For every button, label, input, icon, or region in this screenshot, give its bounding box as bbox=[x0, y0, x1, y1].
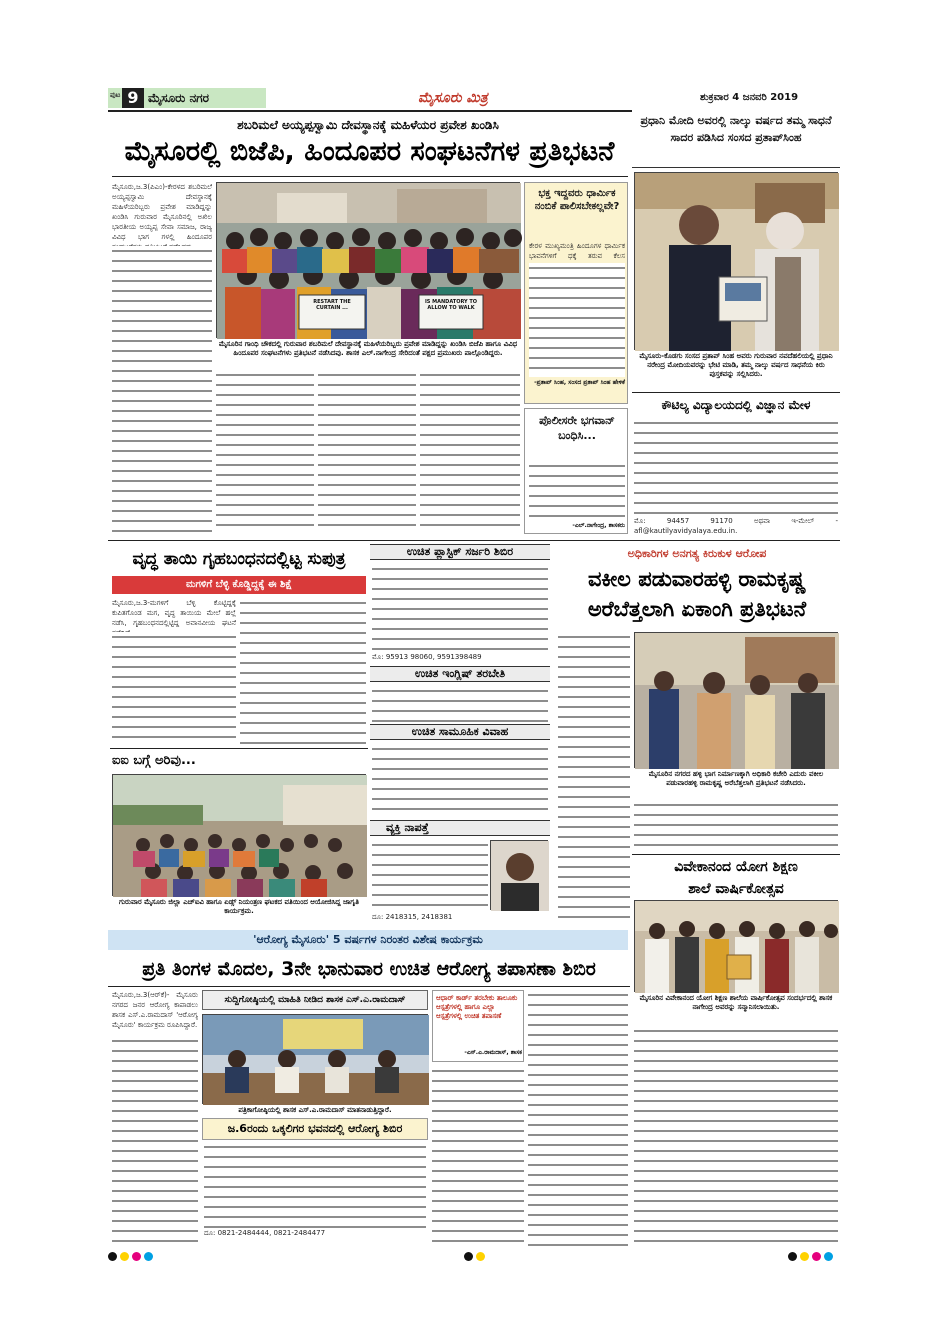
lead-body-col-3 bbox=[318, 370, 416, 534]
camp-phones: ದೂ: 0821-2484444, 0821-2484477 bbox=[204, 1229, 326, 1237]
mother-dateline: ಮೈಸೂರು,ಜ.3-ಮಗಳಿಗೆ ಬೆಳ್ಳಿ ಕೊಟ್ಟಿದ್ದಕ್ಕೆ ಕುಪಿತಗೊಂಡ ಮಗ, ವೃದ್ಧ ತಾಯಿಯ ಮೇಲೆ ಹಲ್ಲೆ ನಡೆಸಿ, ಗೃಹಬಂಧನದಲ್ಲಿಟ್ಟಿದ್ದ ಅವಾನವೀಯ ಘಟನೆ bbox=[112, 599, 236, 627]
health-body-col-2 bbox=[432, 1066, 524, 1248]
health-rule bbox=[108, 986, 630, 987]
health-headline: ಪ್ರತಿ ತಿಂಗಳ ಮೊದಲ, 3ನೇ ಭಾನುವಾರ ಉಚಿತ ಆರೋಗ್ಯ ತಪಾಸಣಾ ಶಿಬಿರ bbox=[142, 958, 596, 980]
mother-strap-bar bbox=[112, 576, 366, 594]
lawyer-photo bbox=[634, 632, 838, 768]
marriage-headline: ಉಚಿತ ಸಾಮೂಹಿಕ ವಿವಾಹ bbox=[411, 725, 509, 738]
modi-headline: ಪ್ರಧಾನಿ ಮೋದಿ ಅವರಲ್ಲಿ ನಾಲ್ಕು ವರ್ಷದ ತಮ್ಮ ಸಾಧನೆ ಸಾದರ ಪಡಿಸಿದ ಸಂಸದ ಪ್ರತಾಪ್‌ಸಿಂಹ bbox=[640, 114, 832, 144]
lead-kicker: ಶಬರಿಮಲೆ ಅಯ್ಯಪ್ಪಸ್ವಾಮಿ ದೇವಸ್ಥಾನಕ್ಕೆ ಮಹಿಳೆಯರ ಪ್ರವೇಶ ಖಂಡಿಸಿ bbox=[237, 118, 499, 132]
marriage-headline-box bbox=[370, 724, 550, 740]
police-box-byline: -ಎಲ್.ನಾಗೇಂದ್ರ, ಶಾಸಕರು bbox=[572, 522, 625, 529]
print-mark-center-black bbox=[464, 1252, 473, 1261]
press-meet-title-box bbox=[202, 990, 428, 1010]
missing-headline-box bbox=[370, 820, 550, 836]
police-box-lines bbox=[529, 461, 625, 521]
modi-caption: ಮೈಸೂರು-ಕೊಡಗು ಸಂಸದ ಪ್ರತಾಪ್ ಸಿಂಹ ಅವರು ಗುರುವಾರ ನವದೆಹಲಿಯಲ್ಲಿ ಪ್ರಧಾನಿ ನರೇಂದ್ರ ಮೋದಿಯವರನ್ನು ಭೇಟಿ ಮಾಡಿ, ತಮ್ಮ ನಾಲ್ಕು ವರ್ಷದ ಸಾಧನೆಯ ಕಿರು ಪುಸ್ತಕವನ್ನು ಸಲ್ಲಿಸಿದರು. bbox=[639, 352, 833, 378]
mother-body-col-2 bbox=[240, 598, 366, 744]
health-body-col-3 bbox=[528, 990, 628, 1248]
print-mark-center-yellow bbox=[476, 1252, 485, 1261]
lawyer-body-col-1 bbox=[558, 632, 630, 768]
quote-box-body: ಕೇರಳ ಮುಖ್ಯಮಂತ್ರಿ ಹಿಂದೂಗಳ ಧಾರ್ಮಿಕ ಭಾವನೆಗಳಿಗೆ ಧಕ್ಕೆ ತರುವ ಕೆಲಸ bbox=[529, 242, 625, 260]
protest-photo bbox=[216, 182, 520, 338]
press-meet-photo bbox=[202, 1014, 428, 1104]
paper-name: ಮೈಸೂರು ಮಿತ್ರ bbox=[418, 90, 488, 106]
lawyer-headline-2: ಅರೆಬೆತ್ತಲಾಗಿ ಏಕಾಂಗಿ ಪ್ರತಿಭಟನೆ bbox=[587, 597, 807, 621]
camp-title-box bbox=[202, 1118, 428, 1140]
print-mark-right-yellow bbox=[800, 1252, 809, 1261]
health-kicker: 'ಆರೋಗ್ಯ ಮೈಸೂರು' 5 ವರ್ಷಗಳ ನಿರಂತರ ವಿಶೇಷ ಕಾರ್ಯಕ್ರಮ bbox=[253, 933, 483, 946]
mother-headline: ವೃದ್ಧ ತಾಯಿ ಗೃಹಬಂಧನದಲ್ಲಿಟ್ಟ ಸುಪುತ್ರ bbox=[132, 549, 346, 569]
science-rule bbox=[632, 392, 840, 393]
plastic-headline: ಉಚಿತ ಪ್ಲಾಸ್ಟಿಕ್ ಸರ್ಜರಿ ಶಿಬಿರ bbox=[406, 545, 514, 558]
press-meet-caption: ಪತ್ರಿಕಾಗೋಷ್ಠಿಯಲ್ಲಿ ಶಾಸಕ ಎಸ್.ಎ.ರಾಮದಾಸ್ ಮಾತನಾಡುತ್ತಿದ್ದಾರೆ. bbox=[238, 1106, 392, 1114]
lead-body-col-4 bbox=[420, 370, 520, 534]
lawyer-body-col-2 bbox=[558, 772, 630, 924]
section-title: ಮೈಸೂರು ನಗರ bbox=[148, 91, 210, 105]
health-quote: ಆಧಾರ್ ಕಾರ್ಡ್ ತರಬೇಕು ತಾಲೂಕು ಆಸ್ಪತ್ರೆಗಳಲ್ಲಿ ಹಾಗೂ ಎಲ್ಲಾ ಆಸ್ಪತ್ರೆಗಳಲ್ಲಿ ಉಚಿತ ತಪಾಸಣೆ bbox=[436, 994, 518, 1020]
print-mark-black bbox=[108, 1252, 117, 1261]
hiv-headline: ಐಐ ಬಗ್ಗೆ ಅರಿವು... bbox=[112, 753, 196, 768]
page-label: ಪುಟ bbox=[110, 91, 121, 99]
protest-sign-1: RESTART THE CURTAIN ... bbox=[313, 299, 351, 311]
lead-rule bbox=[112, 176, 628, 177]
camp-title: ಜ.6ರಂದು ಒಕ್ಕಲಿಗರ ಭವನದಲ್ಲಿ ಆರೋಗ್ಯ ಶಿಬಿರ bbox=[227, 1122, 403, 1135]
yoga-headline-2: ಶಾಲೆ ವಾರ್ಷಿಕೋತ್ಸವ bbox=[688, 881, 784, 897]
page-number: 9 bbox=[122, 88, 144, 108]
print-mark-yellow bbox=[120, 1252, 129, 1261]
yoga-photo bbox=[634, 900, 838, 992]
police-box-title: ಪೊಲೀಸರೇ ಭಗವಾನ್ ಬಂಧಿಸಿ... bbox=[539, 414, 615, 442]
print-mark-cyan bbox=[144, 1252, 153, 1261]
science-fair-contact: ಮೊ: 94457 91170 ಅಥವಾ ಇ-ಮೇಲ್ - afl@kautilyavidyalaya.edu.in. bbox=[634, 517, 838, 535]
hiv-caption: ಗುರುವಾರ ಮೈಸೂರು ಜಿಲ್ಲಾ ಎಚ್ಐವಿ ಹಾಗೂ ಏಡ್ಸ್ ನಿಯಂತ್ರಣ ಘಟಕದ ವತಿಯಿಂದ ಆಯೋಜಿಸಿದ್ದ ಜಾಗೃತಿ ಕಾರ್ಯಕ್ರಮ. bbox=[119, 898, 359, 915]
science-fair-headline: ಕೌಟಿಲ್ಯ ವಿದ್ಯಾಲಯದಲ್ಲಿ ವಿಜ್ಞಾನ ಮೇಳ bbox=[661, 398, 811, 412]
lead-dateline: ಮೈಸೂರು,ಜ.3(ಪಿಎಂ)-ಕೇರಳದ ಶಬರಿಮಲೆ ಅಯ್ಯಪ್ಪಸ್ವಾಮಿ ದೇವಸ್ಥಾನಕ್ಕೆ ಮಹಿಳೆಯರಿಬ್ಬರು ಪ್ರವೇಶ ಮಾಡಿದ್ದನ್ನು ಖಂಡಿಸಿ ಗುರುವಾರ ಮೈಸೂರಿನಲ್ಲಿ ಅಖಿಲ ಭಾರತೀಯ ಅಯ್ಯಪ್ಪ ಸೇವಾ ಸಮಾಜ, ರಾಜ್ಯ ವಿವಿಧ ಭಾಗ ಗಳಲ್ಲಿ ಹಿಂದೂಪರ bbox=[112, 183, 212, 241]
yoga-rule bbox=[632, 854, 840, 855]
quote-box-byline: -ಪ್ರತಾಪ್ ಸಿಂಹ, ಸಂಸದ ಪ್ರತಾಪ್ ಸಿಂಹ ಹೇಳಿಕೆ bbox=[534, 379, 625, 386]
print-mark-right-black bbox=[788, 1252, 797, 1261]
modi-photo bbox=[634, 172, 838, 350]
press-meet-title: ಸುದ್ದಿಗೋಷ್ಠಿಯಲ್ಲಿ ಮಾಹಿತಿ ನೀಡಿದ ಶಾಸಕ ಎಸ್.ಎ.ರಾಮದಾಸ್ bbox=[224, 995, 406, 1005]
issue-date: ಶುಕ್ರವಾರ 4 ಜನವರಿ 2019 bbox=[700, 92, 799, 103]
plastic-phones: ಮೊ: 95913 98060, 9591398489 bbox=[372, 653, 482, 661]
missing-headline: ವ್ಯಕ್ತಿ ನಾಪತ್ತೆ bbox=[386, 821, 429, 834]
protest-sign-2: IS MANDATORY TO ALLOW TO WALK bbox=[424, 299, 478, 311]
print-mark-right-magenta bbox=[812, 1252, 821, 1261]
lead-body-col-1 bbox=[112, 246, 212, 534]
police-box bbox=[524, 408, 628, 534]
lawyer-kicker: ಅಧಿಕಾರಿಗಳ ಅನಗತ್ಯ ಕಿರುಕುಳ ಆರೋಪ bbox=[627, 547, 767, 560]
modi-headline-box bbox=[632, 110, 840, 168]
yoga-caption: ಮೈಸೂರಿನ ವಿವೇಕಾನಂದ ಯೋಗ ಶಿಕ್ಷಣ ಶಾಲೆಯ ವಾರ್ಷಿಕೋತ್ಸವ ಸಂದರ್ಭದಲ್ಲಿ ಶಾಸಕ ನಾಗೇಂದ್ರ ಅವರನ್ನು ಸನ್ಮಾನಿಸಲಾಯಿತು. bbox=[639, 994, 833, 1011]
print-mark-right-cyan bbox=[824, 1252, 833, 1261]
quote-box-title: ಭಕ್ತ ಇದ್ದವರು ಧಾರ್ಮಿಕ ನಂಬಿಕೆ ಪಾಲಿಸಬೇಕಲ್ಲವೇ? bbox=[534, 188, 620, 212]
yoga-headline-1: ವಿವೇಕಾನಂದ ಯೋಗ ಶಿಕ್ಷಣ bbox=[674, 859, 798, 875]
mother-strap: ಮಗಳಿಗೆ ಬೆಳ್ಳಿ ಕೊಡ್ಡಿದ್ದಕ್ಕೆ ಈ ಶಿಕ್ಷೆ bbox=[186, 579, 292, 590]
missing-contact: ದೂ: 2418315, 2418381 bbox=[372, 913, 453, 921]
health-kicker-bar bbox=[108, 930, 628, 950]
lawyer-caption: ಮೈಸೂರಿನ ನಗರದ ಹಳ್ಳಿ ಭಾಗ ನಿರ್ಮಾಣಕ್ಕಾಗಿ ಅಧಿಕಾರಿ ಕಚೇರಿ ಎದುರು ವಕೀಲ ಪಡುವಾರಹಳ್ಳಿ ರಾಮಕೃಷ್ಣ ಅರೆಬೆತ್ತಲಾಗಿ ಪ್ರತಿಭಟನೆ ನಡೆಸಿದರು. bbox=[648, 770, 824, 787]
yoga-body bbox=[634, 1026, 838, 1248]
middle-rule bbox=[108, 540, 840, 541]
mother-body-col-1 bbox=[112, 632, 236, 744]
lawyer-body-col-3 bbox=[634, 800, 838, 852]
health-quote-byline: -ಎಸ್.ಎ.ರಾಮದಾಸ್, ಶಾಸಕ bbox=[464, 1049, 522, 1056]
hiv-photo bbox=[112, 774, 366, 896]
plastic-headline-box bbox=[370, 544, 550, 560]
health-quote-box bbox=[432, 990, 524, 1062]
english-body bbox=[372, 686, 548, 722]
plastic-body bbox=[372, 564, 548, 650]
english-headline: ಉಚಿತ ಇಂಗ್ಲಿಷ್ ತರಬೇತಿ bbox=[414, 667, 506, 680]
marriage-body bbox=[372, 744, 548, 816]
protest-caption: ಮೈಸೂರಿನ ಗಾಂಧಿ ಚೌಕದಲ್ಲಿ ಗುರುವಾರ ಶಬರಿಮಲೆ ದೇವಸ್ಥಾನಕ್ಕೆ ಮಹಿಳೆಯರಿಬ್ಬರು ಪ್ರವೇಶ ಮಾಡಿದ್ದನ್ನು ಖಂಡಿಸಿ ಬಿಜೆಪಿ ಹಾಗೂ ವಿವಿಧ ಹಿಂದೂಪರ ಸಂಘಟನೆಗಳು ಪ್ರತಿಭಟನೆ ನಡೆಸಿದವು. ಶಾಸಕ ಎಲ್.ನಾಗೇಂದ್ರ ಸೇರಿದಂತೆ ಪಕ್ಷದ ಪ್ರಮುಖರು ಪಾಲ್ಗೊಂಡಿದ್ದರು. bbox=[218, 340, 518, 357]
missing-body bbox=[372, 840, 488, 908]
lead-body-col-2 bbox=[216, 370, 314, 534]
lead-headline: ಮೈಸೂರಲ್ಲಿ ಬಿಜೆಪಿ, ಹಿಂದೂಪರ ಸಂಘಟನೆಗಳ ಪ್ರತಿಭಟನೆ bbox=[124, 136, 615, 167]
health-body-col-1 bbox=[112, 1036, 198, 1248]
quote-box bbox=[524, 182, 628, 404]
quote-box-lines bbox=[529, 263, 625, 377]
print-mark-magenta bbox=[132, 1252, 141, 1261]
lawyer-headline-1: ವಕೀಲ ಪಡುವಾರಹಳ್ಳಿ ರಾಮಕೃಷ್ಣ bbox=[587, 567, 807, 591]
missing-person-photo bbox=[490, 840, 548, 910]
science-fair-body bbox=[634, 418, 838, 514]
english-headline-box bbox=[370, 666, 550, 682]
section-header bbox=[108, 88, 266, 108]
camp-body bbox=[204, 1142, 426, 1228]
hiv-rule bbox=[110, 748, 368, 749]
health-dateline: ಮೈಸೂರು,ಜ.3(ಆರ್‌ಕೆ)- ಮೈಸೂರು ನಗರದ ಜನರ ಆರೋಗ್ಯ ಕಾಪಾಡಲು ಶಾಸಕ ಎಸ್.ಎ.ರಾಮದಾಸ್ 'ಆರೋಗ್ಯ ಮೈಸೂರು' ಕಾರ್ಯಕ್ರಮ ರೂಪಿಸಿದ್ದಾರೆ. bbox=[112, 991, 198, 1029]
